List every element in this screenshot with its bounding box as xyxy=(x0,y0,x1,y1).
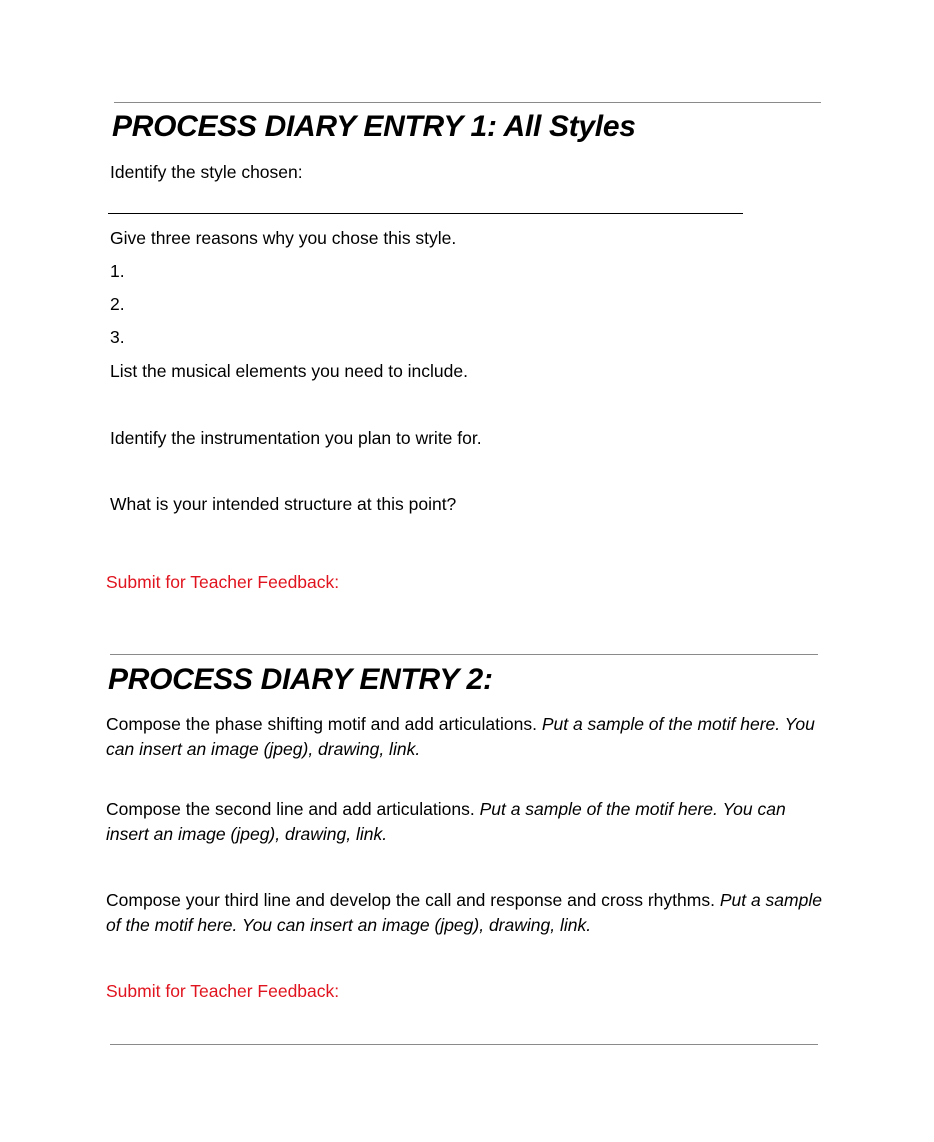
instrumentation-prompt: Identify the instrumentation you plan to write for. xyxy=(110,428,482,448)
structure-prompt: What is your intended structure at this point? xyxy=(110,494,457,514)
reason-2: 2. xyxy=(110,294,125,314)
style-prompt: Identify the style chosen: xyxy=(110,162,303,182)
item-2-text: Compose the second line and add articulations. xyxy=(106,799,480,819)
elements-prompt: List the musical elements you need to include. xyxy=(110,361,468,381)
reason-3: 3. xyxy=(110,327,125,347)
entry1-submit-feedback[interactable]: Submit for Teacher Feedback: xyxy=(106,572,340,592)
item-3-instruction: Put a sample of the motif here. You can insert an image (jpeg), drawing, link. xyxy=(106,890,822,935)
middle-divider xyxy=(110,654,818,655)
entry2-item-1 xyxy=(106,712,822,762)
entry2-item-3 xyxy=(106,888,822,938)
style-answer-line[interactable] xyxy=(108,213,743,214)
top-divider xyxy=(114,102,821,103)
bottom-divider xyxy=(110,1044,818,1045)
reasons-prompt: Give three reasons why you chose this style. xyxy=(110,228,457,248)
entry2-submit-feedback[interactable]: Submit for Teacher Feedback: xyxy=(106,981,340,1001)
reason-1: 1. xyxy=(110,261,125,281)
entry2-item-2 xyxy=(106,797,822,847)
item-2-instruction: Put a sample of the motif here. You can insert an image (jpeg), drawing, link. xyxy=(106,799,786,844)
entry1-title: PROCESS DIARY ENTRY 1: All Styles xyxy=(112,110,636,143)
item-3-text: Compose your third line and develop the call and response and cross rhythms. xyxy=(106,890,720,910)
item-1-instruction: Put a sample of the motif here. You can insert an image (jpeg), drawing, link. xyxy=(106,714,815,759)
entry2-title: PROCESS DIARY ENTRY 2: xyxy=(108,663,493,696)
item-1-text: Compose the phase shifting motif and add articulations. xyxy=(106,714,542,734)
